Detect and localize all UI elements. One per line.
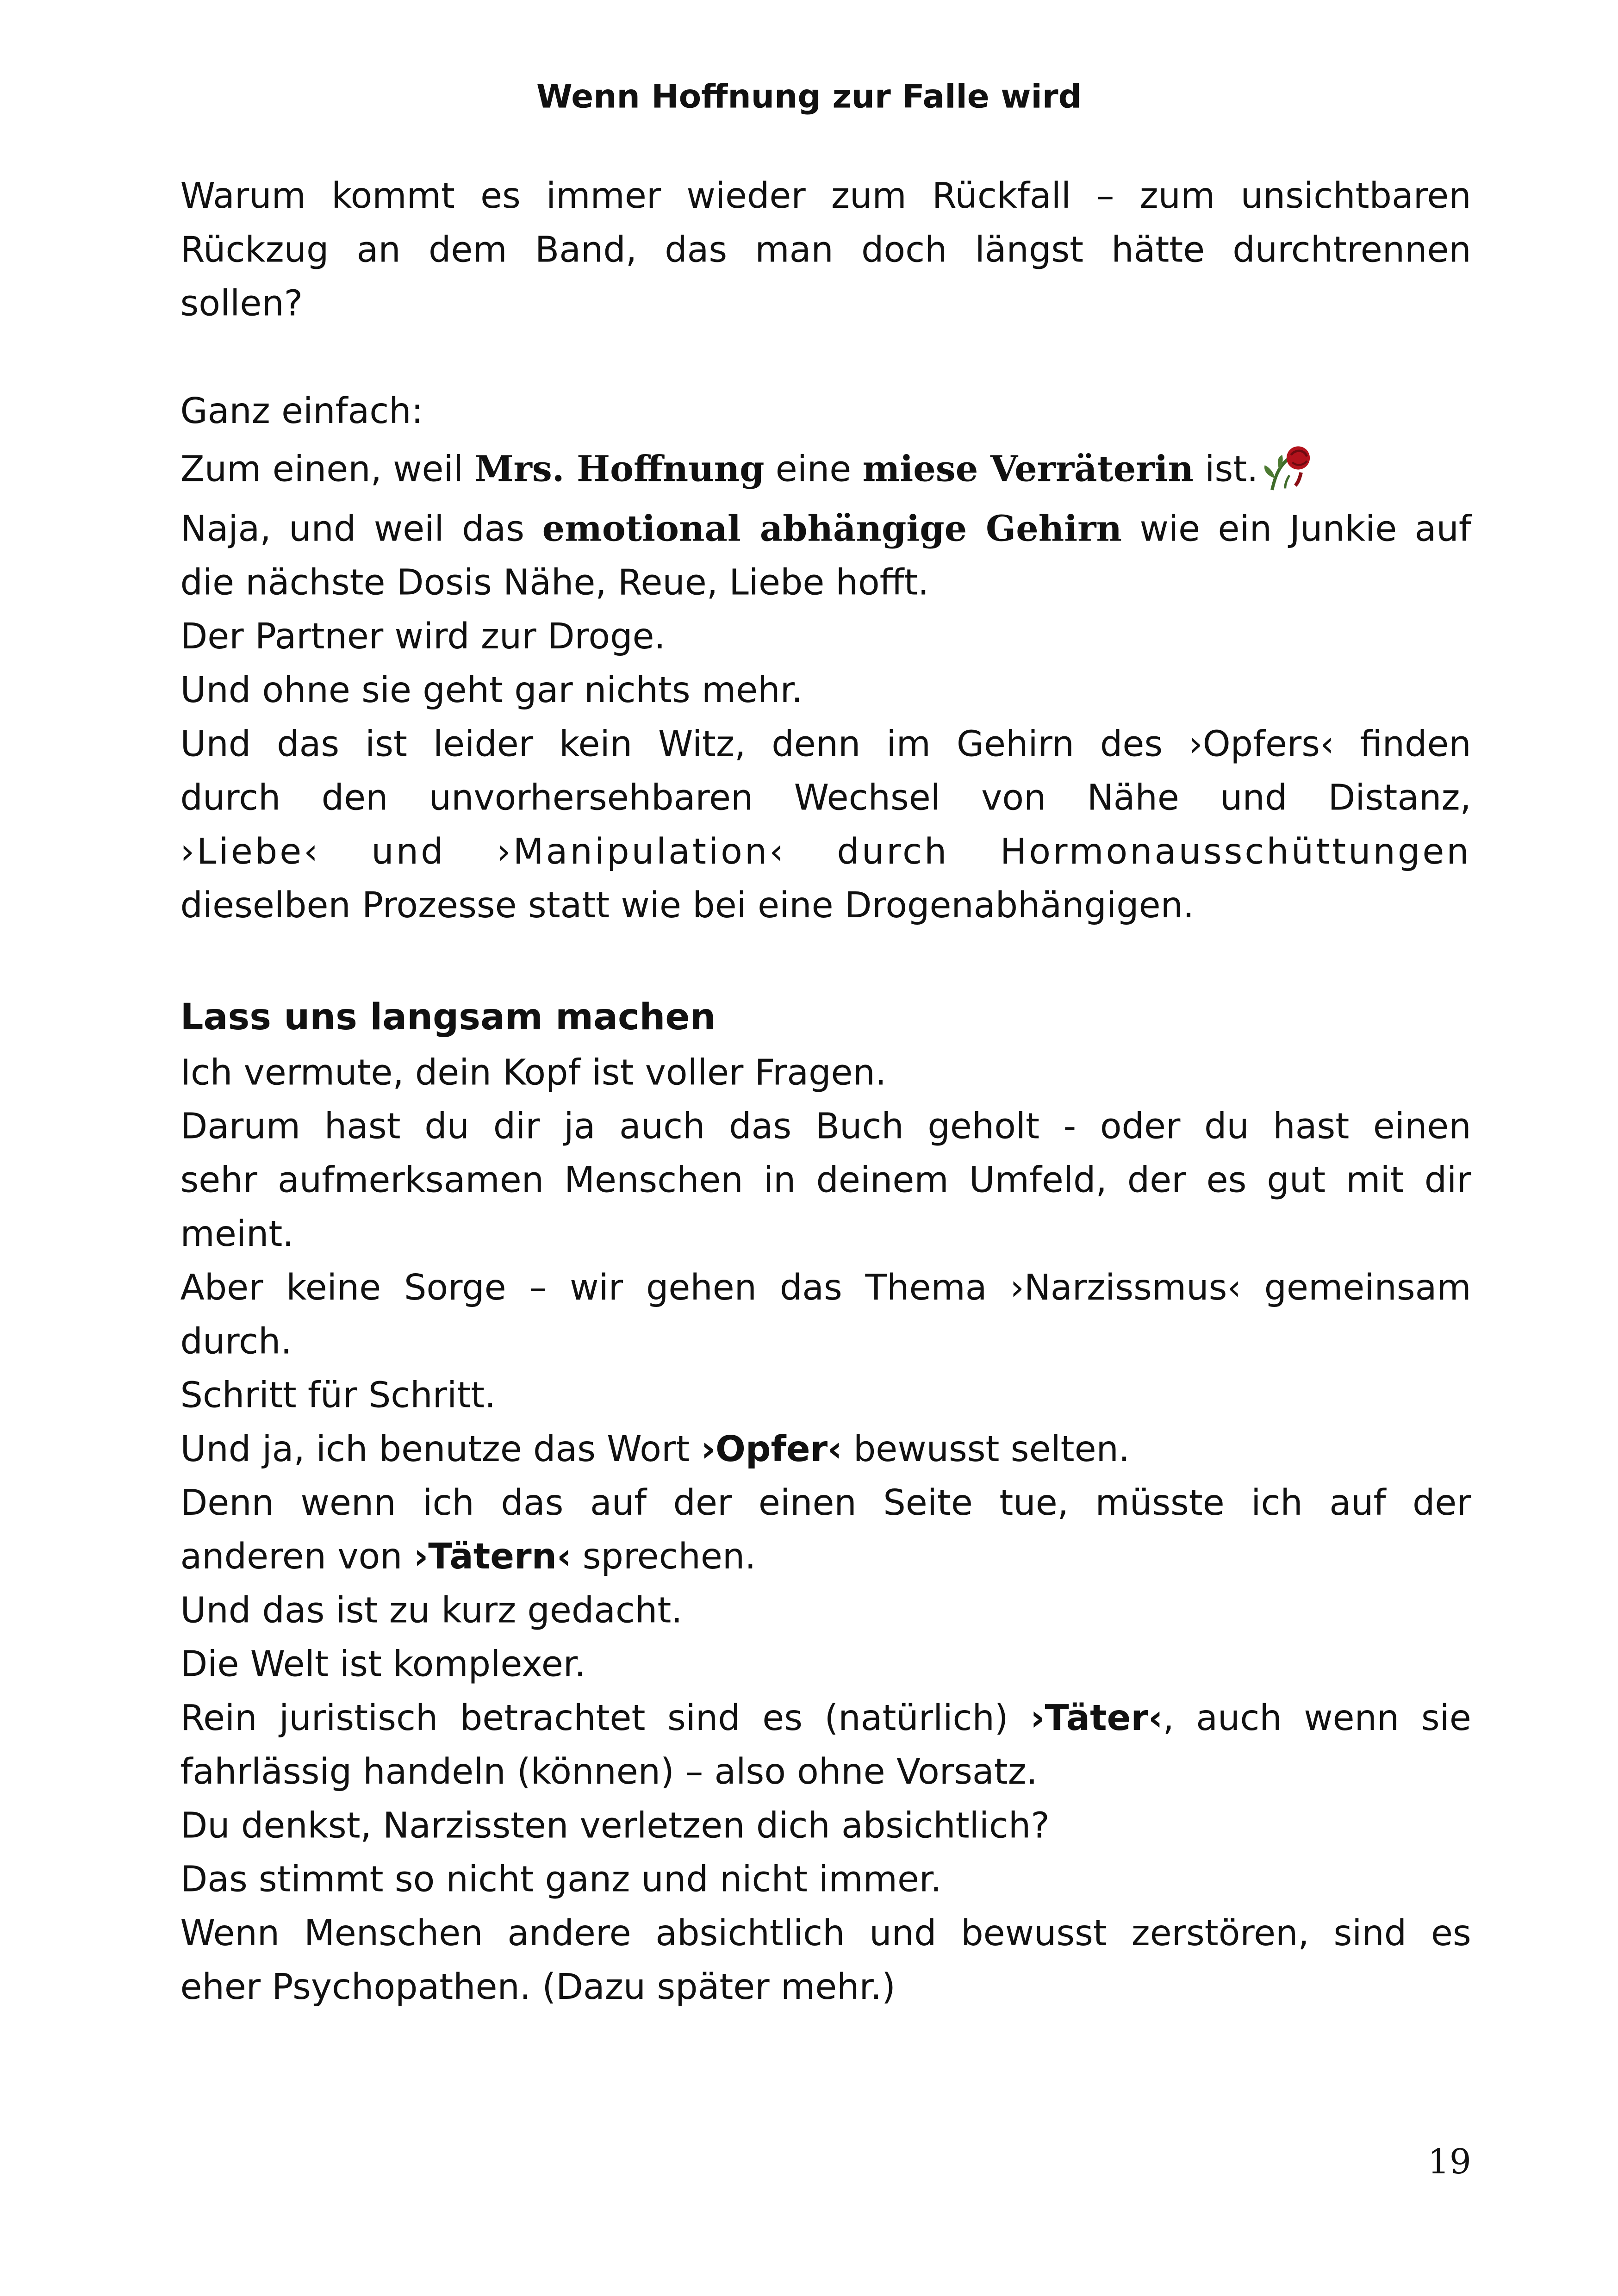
text-line: Wenn Menschen andere absichtlich und bewusst zerstören, sind es bbox=[180, 1911, 1471, 1954]
text-line: durch. bbox=[180, 1320, 292, 1363]
text-line: ›Liebe‹ und ›Manipulation‹ durch Hormonausschüttungen bbox=[180, 830, 1471, 872]
paragraph-explanation bbox=[180, 384, 1471, 932]
text-line: Rein juristisch betrachtet sind es (natürlich) ›Täter‹, auch wenn sie bbox=[180, 1696, 1471, 1739]
text-line: Der Partner wird zur Droge. bbox=[180, 615, 666, 657]
text-line: Rückzug an dem Band, das man doch längst hätte durchtrennen bbox=[180, 228, 1471, 271]
emphasis: miese Verräterin bbox=[862, 448, 1194, 490]
text-line: Warum kommt es immer wieder zum Rückfall – zum unsichtbaren bbox=[180, 174, 1471, 217]
text-line: Denn wenn ich das auf der einen Seite tue, müsste ich auf der bbox=[180, 1481, 1471, 1524]
page-body bbox=[180, 168, 1471, 2013]
text-line: eher Psychopathen. (Dazu später mehr.) bbox=[180, 1965, 896, 2008]
text-line: meint. bbox=[180, 1212, 294, 1255]
text-line: Naja, und weil das emotional abhängige Gehirn wie ein Junkie auf bbox=[180, 507, 1471, 550]
text-line: die nächste Dosis Nähe, Reue, Liebe hofft. bbox=[180, 561, 929, 604]
running-header: Wenn Hoffnung zur Falle wird bbox=[536, 78, 1082, 117]
text-line: Du denkst, Narzissten verletzen dich absichtlich? bbox=[180, 1804, 1050, 1847]
text-line: Schritt für Schritt. bbox=[180, 1374, 496, 1416]
section-heading: Lass uns langsam machen bbox=[180, 996, 716, 1038]
emphasis: ›Opfer‹ bbox=[701, 1427, 842, 1470]
emphasis: ›Täter‹ bbox=[1030, 1696, 1163, 1739]
text-line: Zum einen, weil Mrs. Hoffnung eine miese Verräterin ist. bbox=[180, 437, 1471, 501]
text-line: Und ohne sie geht gar nichts mehr. bbox=[180, 668, 803, 711]
text-line: durch den unvorhersehbaren Wechsel von Nähe und Distanz, bbox=[180, 776, 1471, 819]
text-line: fahrlässig handeln (können) – also ohne Vorsatz. bbox=[180, 1750, 1038, 1792]
text-line: Und ja, ich benutze das Wort ›Opfer‹ bewusst selten. bbox=[180, 1427, 1130, 1470]
page-number: 19 bbox=[1427, 2141, 1471, 2182]
text-line: Das stimmt so nicht ganz und nicht immer. bbox=[180, 1858, 942, 1900]
section-slow-down bbox=[180, 990, 1471, 2013]
wilted-rose-icon bbox=[1261, 441, 1316, 493]
text-line: Aber keine Sorge – wir gehen das Thema ›Narzissmus‹ gemeinsam bbox=[180, 1266, 1471, 1308]
text-line: sehr aufmerksamen Menschen in deinem Umfeld, der es gut mit dir bbox=[180, 1158, 1471, 1201]
text-line: Ganz einfach: bbox=[180, 389, 423, 432]
paragraph-relapse-question bbox=[180, 168, 1471, 330]
emphasis: ›Tätern‹ bbox=[413, 1535, 572, 1578]
text-line: sollen? bbox=[180, 282, 303, 324]
text-line: Die Welt ist komplexer. bbox=[180, 1643, 586, 1685]
text-line: Und das ist zu kurz gedacht. bbox=[180, 1589, 683, 1631]
emphasis: emotional abhängige Gehirn bbox=[542, 507, 1122, 550]
text-line: Darum hast du dir ja auch das Buch geholt - oder du hast einen bbox=[180, 1105, 1471, 1147]
emphasis: Mrs. Hoffnung bbox=[474, 448, 765, 490]
text-line: Und das ist leider kein Witz, denn im Gehirn des ›Opfers‹ finden bbox=[180, 722, 1471, 765]
text-line: anderen von ›Tätern‹ sprechen. bbox=[180, 1535, 756, 1578]
text-line: Ich vermute, dein Kopf ist voller Fragen. bbox=[180, 1051, 887, 1094]
text-line: dieselben Prozesse statt wie bei eine Drogenabhängigen. bbox=[180, 884, 1195, 926]
